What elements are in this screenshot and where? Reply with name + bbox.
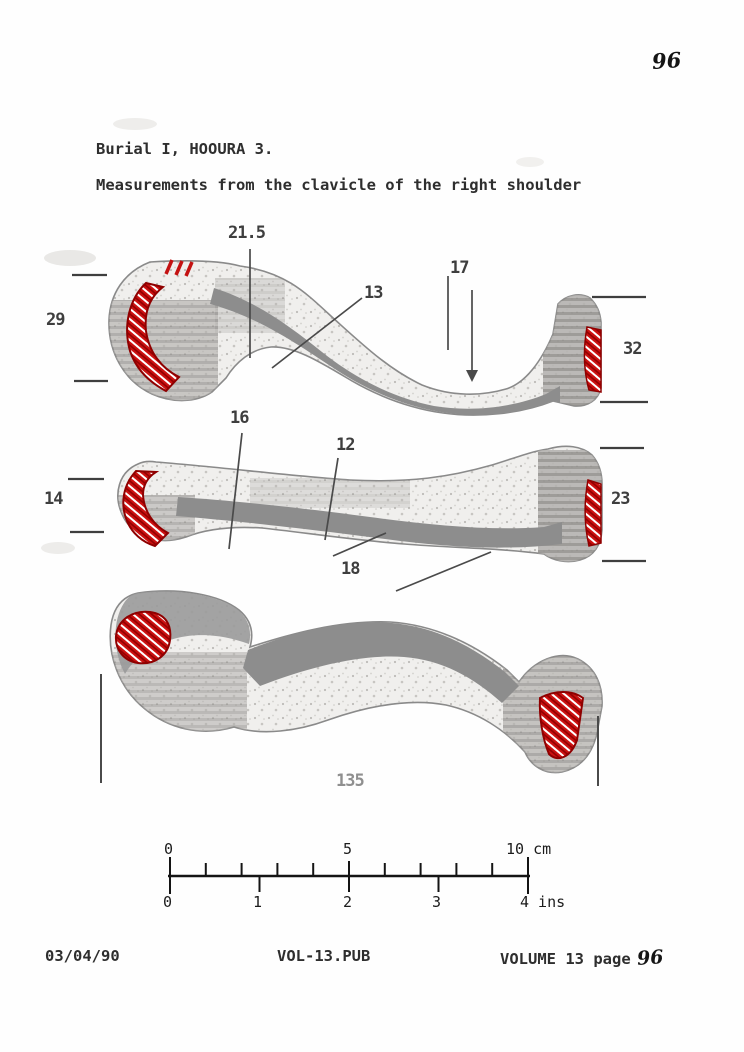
measurement-32: 32 (623, 339, 642, 359)
measurement-21-5: 21.5 (228, 223, 265, 243)
measurement-12: 12 (336, 435, 355, 455)
scale-in-1: 1 (253, 893, 263, 911)
footer-volume-text: VOLUME 13 page (500, 950, 631, 968)
footer-date: 03/04/90 (45, 947, 120, 965)
scale-in-2: 2 (343, 893, 353, 911)
scale-cm-5: 5 (343, 840, 353, 858)
footer-filename: VOL-13.PUB (277, 947, 371, 965)
page-number-top: 96 (651, 47, 683, 74)
clavicle-view-1-illustration (100, 260, 605, 415)
scale-in-4: 4 ins (520, 893, 566, 911)
scale-in-3: 3 (432, 893, 442, 911)
figure-title: Burial I, HOOURA 3. (96, 140, 274, 158)
scale-cm-0: 0 (164, 840, 174, 858)
measurement-16: 16 (230, 408, 249, 428)
measurement-135: 135 (336, 771, 364, 791)
measurement-29: 29 (46, 310, 65, 330)
scale-in-0: 0 (163, 893, 173, 911)
figure-subtitle: Measurements from the clavicle of the right shoulder (96, 176, 582, 194)
clavicle-view-2-illustration (95, 446, 606, 568)
scale-bar (168, 857, 530, 894)
measurement-13: 13 (364, 283, 383, 303)
footer-volume (500, 947, 663, 969)
measurement-14: 14 (44, 489, 63, 509)
footer-page-number: 96 (635, 946, 664, 970)
measurement-23: 23 (611, 489, 630, 509)
scale-cm-10: 10 cm (506, 840, 552, 858)
measurement-17: 17 (450, 258, 469, 278)
measurement-18: 18 (341, 559, 360, 579)
clavicle-view-3-illustration (95, 591, 615, 778)
arrow-head-17 (466, 370, 478, 382)
